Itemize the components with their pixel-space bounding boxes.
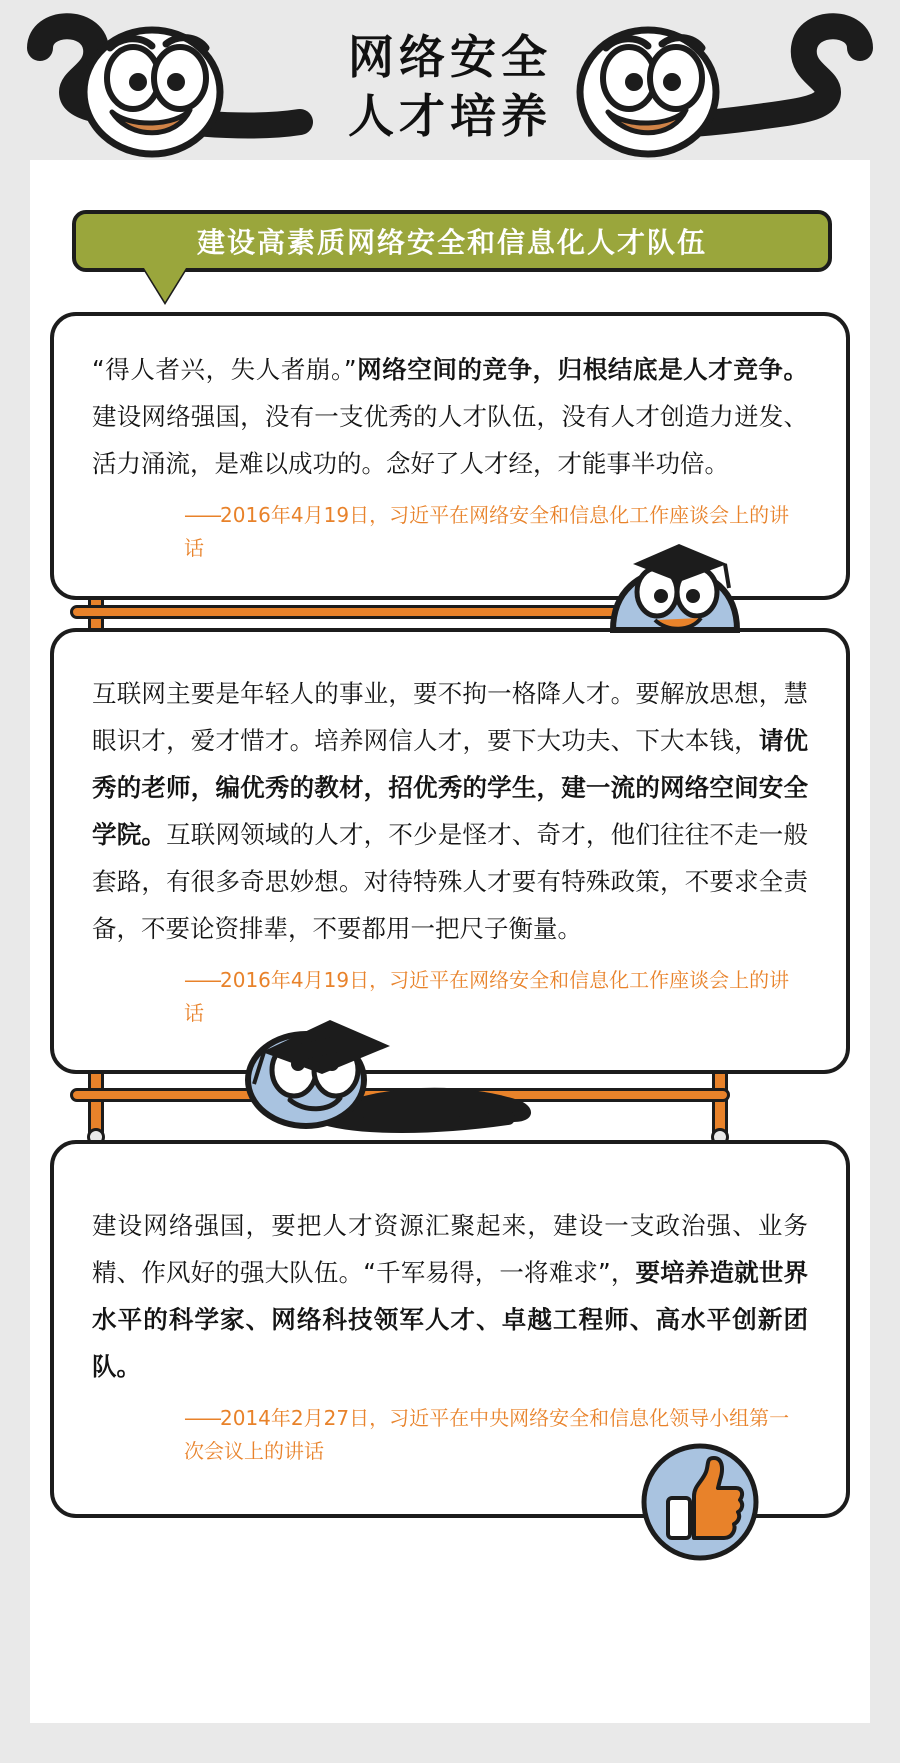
source-dash: —— bbox=[184, 1406, 220, 1431]
quote-card-2 bbox=[50, 628, 850, 1074]
graduate-character-1-icon bbox=[605, 530, 755, 640]
quote-seg-bold: 网络空间的竞争，归根结底是人才竞争。 bbox=[356, 355, 808, 384]
page-title bbox=[0, 28, 900, 146]
source-text: 2016年4月19日，习近平在网络安全和信息化工作座谈会上的讲话 bbox=[184, 503, 790, 561]
section-banner-label: 建设高素质网络安全和信息化人才队伍 bbox=[196, 226, 707, 259]
section-banner bbox=[72, 210, 832, 272]
quote-seg: 互联网领域的人才，不少是怪才、奇才，他们往往不走一般套路，有很多奇思妙想。对待特殊人才要有特殊政策，不要求全责备，不要论资排辈，不要都用一把尺子衡量。 bbox=[92, 820, 809, 944]
quote-seg: 互联网主要是年轻人的事业，要不拘一格降人才。要解放思想，慧眼识才，爱才惜才。培养网信人才，要下大功夫、下大本钱， bbox=[92, 679, 808, 756]
poster-header bbox=[0, 0, 900, 170]
source-text: 2016年4月19日，习近平在网络安全和信息化工作座谈会上的讲话 bbox=[184, 968, 790, 1026]
quote-card-2-text bbox=[54, 632, 846, 962]
quote-card-3-text bbox=[54, 1144, 846, 1400]
source-dash: —— bbox=[184, 968, 220, 993]
quote-card-1-text bbox=[54, 316, 846, 497]
source-text: 2014年2月27日，习近平在中央网络安全和信息化领导小组第一次会议上的讲话 bbox=[184, 1406, 790, 1464]
quote-seg: 建设网络强国，没有一支优秀的人才队伍，没有人才创造力迸发、活力涌流，是难以成功的。念好了人才经，才能事半功倍。 bbox=[92, 402, 808, 479]
page-title-line-2: 人才培养 bbox=[348, 88, 552, 143]
graduate-character-2-icon bbox=[218, 1012, 548, 1134]
thumbs-up-icon bbox=[640, 1442, 760, 1562]
quote-seg: 建设网络强国，要把人才资源汇聚起来，建设一支政治强、业务精、作风好的强大队伍。“千军易得，一将难求”， bbox=[92, 1211, 808, 1288]
quote-seg-bold: 请优秀的老师，编优秀的教材，招优秀的学生，建一流的网络空间安全学院。 bbox=[92, 726, 809, 850]
section-banner-box bbox=[72, 210, 832, 272]
page-title-line-1: 网络安全 bbox=[348, 30, 552, 84]
source-dash: —— bbox=[184, 503, 220, 528]
quote-seg: “得人者兴，失人者崩。” bbox=[92, 355, 357, 384]
banner-arrow-icon bbox=[144, 268, 186, 302]
quote-seg-bold: 要培养造就世界水平的科学家、网络科技领军人才、卓越工程师、高水平创新团队。 bbox=[92, 1258, 808, 1382]
